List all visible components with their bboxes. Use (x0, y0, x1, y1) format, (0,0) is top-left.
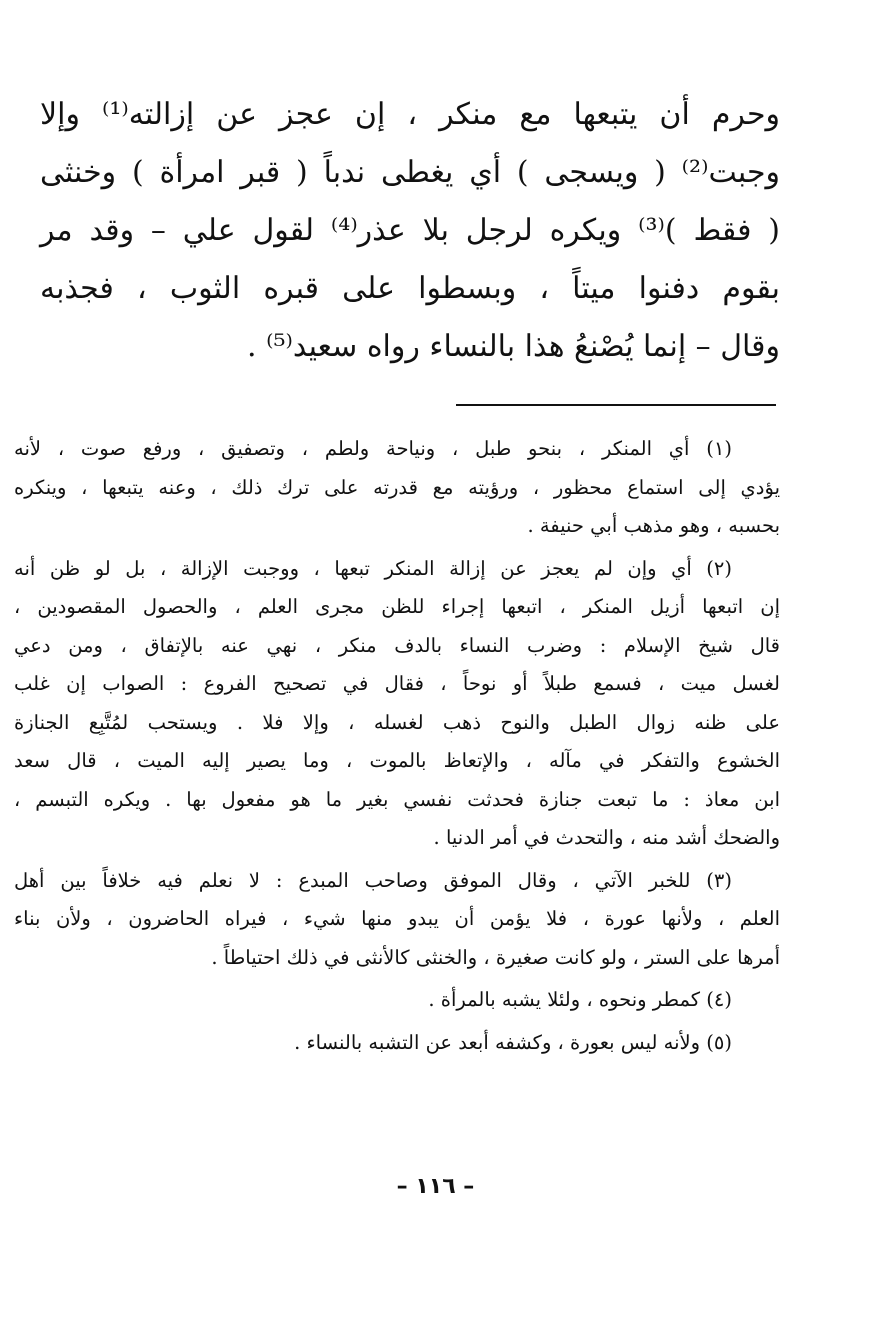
footnote-line: (٢) أي وإن لم يعجز عن إزالة المنكر تبعها ، ووجبت الإزالة ، بل لو ظن أنه (14, 556, 732, 580)
footnote-4 (14, 981, 780, 1020)
footnote-2 (14, 550, 780, 858)
footnote-5 (14, 1024, 780, 1063)
footnote-line: على ظنه زوال الطبل والنوح ذهب لغسله ، وإلا فلا . ويستحب لمُتَّبِع الجنازة (14, 710, 780, 734)
main-text-line: وقال – إنما يُصْنعُ هذا بالنساء رواه سعيد⁽⁵⁾ . (247, 329, 780, 364)
page-number: – ١١٦ – (396, 1174, 475, 1199)
footnote-line: (٣) للخبر الآتي ، وقال الموفق وصاحب المبدع : لا نعلم فيه خلافاً بين أهل (14, 868, 732, 892)
footnote-line: العلم ، ولأنها عورة ، فلا يؤمن أن يبدو منها شيء ، فيراه الحاضرون ، ولأن بناء (14, 907, 780, 930)
main-text-line: بقوم دفنوا ميتاً ، وبسطوا على قبره الثوب ، فجذبه (40, 271, 780, 306)
footnote-line: إن اتبعها أزيل المنكر ، اتبعها إجراء للظن مجرى العلم ، والحصول المقصودين ، (14, 595, 780, 618)
footnotes-section (14, 430, 780, 1066)
main-text-line: وجبت⁽²⁾ ( ويسجى ) أي يغطى ندباً ( قبر امرأة ) وخنثى (40, 155, 780, 190)
footnote-divider (456, 404, 776, 406)
footnote-line: أمرها على الستر ، ولو كانت صغيرة ، والخنثى كالأنثى في ذلك احتياطاً . (211, 945, 780, 969)
page-body (40, 86, 780, 376)
main-text-line: ( فقط )⁽³⁾ ويكره لرجل بلا عذر⁽⁴⁾ لقول علي – وقد مر (40, 213, 780, 248)
footnote-line: ابن معاذ : ما تبعت جنازة فحدثت نفسي بغير ما هو مفعول بها . ويكره التبسم ، (14, 787, 780, 811)
footnote-line: بحسبه ، وهو مذهب أبي حنيفة . (527, 514, 780, 537)
footnote-line: يؤدي إلى استماع محظور ، ورؤيته مع قدرته على ترك ذلك ، وعنه يتبعها ، وينكره (14, 475, 780, 499)
footnote-line: (٤) كمطر ونحوه ، ولئلا يشبه بالمرأة . (428, 988, 732, 1011)
footnote-1 (14, 430, 780, 546)
footnote-line: الخشوع والتفكر في مآله ، والإتعاظ بالموت ، وما يصير إليه الميت ، قال سعد (14, 749, 780, 772)
footnote-3 (14, 862, 780, 978)
footnote-line: والضحك أشد منه ، والتحدث في أمر الدنيا . (433, 826, 780, 849)
footnote-line: (٥) ولأنه ليس بعورة ، وكشفه أبعد عن التشبه بالنساء . (294, 1030, 732, 1054)
footnote-line: قال شيخ الإسلام : وضرب النساء بالدف منكر ، نهي عنه بالإتفاق ، ومن دعي (14, 633, 780, 657)
footnote-line: (١) أي المنكر ، بنحو طبل ، ونياحة ولطم ، وتصفيق ، ورفع صوت ، لأنه (14, 437, 732, 460)
main-text (40, 86, 780, 376)
footnote-line: لغسل ميت ، فسمع طبلاً أو نوحاً ، فقال في تصحيح الفروع : الصواب إن غلب (14, 672, 780, 695)
main-text-line: وحرم أن يتبعها مع منكر ، إن عجز عن إزالته⁽¹⁾ وإلا (40, 97, 780, 132)
